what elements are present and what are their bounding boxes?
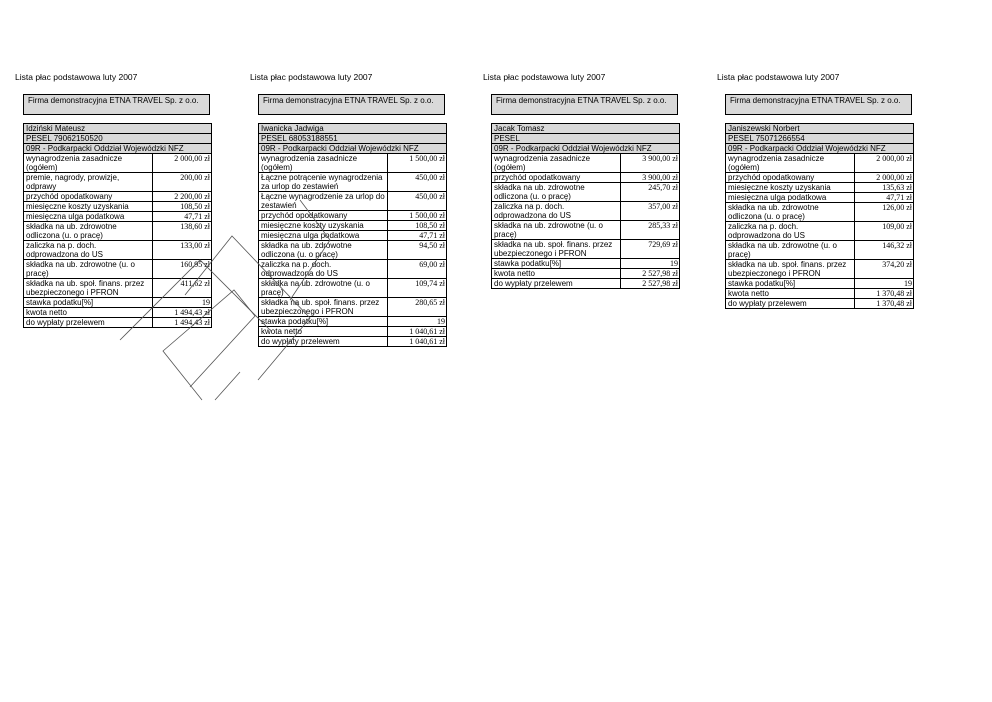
pay-item-row — [492, 269, 680, 279]
pay-item-label: składka na ub. zdrowotne (u. o pracę) — [726, 241, 855, 260]
pay-item-label: do wypłaty przelewem — [24, 318, 153, 328]
pay-item-value: 1 494,43 zł — [153, 318, 213, 328]
employee-nfz-branch: 09R - Podkarpacki Oddział Wojewódzki NFZ — [24, 144, 211, 154]
pay-item-row — [24, 298, 212, 308]
pay-item-value: 1 040,61 zł — [388, 327, 448, 337]
pay-item-value: 1 040,61 zł — [388, 337, 448, 347]
pay-item-value: 47,71 zł — [153, 212, 213, 222]
pay-item-row — [726, 260, 914, 279]
pay-item-value: 1 500,00 zł — [388, 154, 448, 173]
pay-item-value: 19 — [855, 279, 915, 289]
pay-item-value: 729,69 zł — [621, 240, 681, 259]
pay-item-label: miesięczna ulga podatkowa — [259, 231, 388, 241]
pay-item-label: kwota netto — [492, 269, 621, 279]
pay-item-label: wynagrodzenia zasadnicze (ogółem) — [726, 154, 855, 173]
pay-item-value: 108,50 zł — [153, 202, 213, 212]
pay-item-row — [24, 318, 212, 328]
employee-card — [725, 123, 914, 309]
pay-item-value: 1 370,48 zł — [855, 299, 915, 309]
pay-item-value: 285,33 zł — [621, 221, 681, 240]
pay-item-row — [24, 202, 212, 212]
pay-item-row — [726, 173, 914, 183]
pay-item-row — [24, 173, 212, 192]
pay-item-row — [259, 211, 447, 221]
pay-item-label: składka na ub. zdrowotne odliczona (u. o pracę) — [726, 203, 855, 222]
pay-item-row — [726, 279, 914, 289]
employee-name: Iwanicka Jadwiga — [259, 123, 446, 134]
employee-pesel: PESEL 79062150520 — [24, 134, 211, 144]
pay-item-row — [726, 154, 914, 173]
pay-item-row — [259, 337, 447, 347]
company-name-box: Firma demonstracyjna ETNA TRAVEL Sp. z o.o. — [258, 94, 445, 115]
pay-item-value: 108,50 zł — [388, 221, 448, 231]
pay-item-row — [492, 221, 680, 240]
pay-item-row — [726, 299, 914, 309]
pay-item-label: przychód opodatkowany — [24, 192, 153, 202]
pay-item-row — [492, 259, 680, 269]
pay-item-row — [726, 183, 914, 193]
pay-item-value: 47,71 zł — [855, 193, 915, 203]
pay-item-label: przychód opodatkowany — [726, 173, 855, 183]
pay-item-label: miesięczna ulga podatkowa — [24, 212, 153, 222]
pay-item-label: składka na ub. zdrowotne (u. o pracę) — [259, 279, 388, 298]
payroll-column — [15, 72, 211, 328]
pay-item-value: 126,00 zł — [855, 203, 915, 222]
pay-item-value: 19 — [153, 298, 213, 308]
pay-item-row — [726, 241, 914, 260]
pay-item-value: 2 527,98 zł — [621, 269, 681, 279]
pay-item-row — [259, 298, 447, 317]
pay-item-value: 1 370,48 zł — [855, 289, 915, 299]
pay-item-row — [259, 260, 447, 279]
company-name-box: Firma demonstracyjna ETNA TRAVEL Sp. z o.o. — [491, 94, 678, 115]
pay-item-label: wynagrodzenia zasadnicze (ogółem) — [259, 154, 388, 173]
pay-item-row — [259, 231, 447, 241]
pay-item-row — [24, 222, 212, 241]
pay-item-value: 245,70 zł — [621, 183, 681, 202]
pay-item-value: 1 494,43 zł — [153, 308, 213, 318]
pay-item-value: 280,65 zł — [388, 298, 448, 317]
pay-item-label: premie, nagrody, prowizje, odprawy — [24, 173, 153, 192]
payroll-column — [717, 72, 913, 309]
pay-item-row — [492, 173, 680, 183]
pay-item-value: 200,00 zł — [153, 173, 213, 192]
pay-item-value: 94,50 zł — [388, 241, 448, 260]
employee-card — [23, 123, 212, 328]
pay-item-value: 138,60 zł — [153, 222, 213, 241]
pay-item-label: przychód opodatkowany — [492, 173, 621, 183]
employee-card — [491, 123, 680, 289]
pay-item-row — [259, 279, 447, 298]
company-name-box: Firma demonstracyjna ETNA TRAVEL Sp. z o.o. — [725, 94, 912, 115]
pay-item-label: do wypłaty przelewem — [259, 337, 388, 347]
pay-item-value: 1 500,00 zł — [388, 211, 448, 221]
pay-item-label: zaliczka na p. doch. odprowadzona do US — [726, 222, 855, 241]
pay-item-label: do wypłaty przelewem — [492, 279, 621, 289]
payroll-column — [250, 72, 446, 347]
employee-pesel: PESEL 68053188551 — [259, 134, 446, 144]
pay-item-value: 146,32 zł — [855, 241, 915, 260]
company-name-box: Firma demonstracyjna ETNA TRAVEL Sp. z o.o. — [23, 94, 210, 115]
pay-item-value: 69,00 zł — [388, 260, 448, 279]
employee-name: Janiszewski Norbert — [726, 123, 913, 134]
pay-item-row — [24, 260, 212, 279]
pay-item-label: zaliczka na p. doch. odprowadzona do US — [492, 202, 621, 221]
pay-item-label: kwota netto — [24, 308, 153, 318]
pay-item-label: składka na ub. zdrowotne odliczona (u. o pracę) — [24, 222, 153, 241]
pay-item-label: Łączne potrącenie wynagrodzenia za urlop do zestawień — [259, 173, 388, 192]
employee-nfz-branch: 09R - Podkarpacki Oddział Wojewódzki NFZ — [492, 144, 679, 154]
pay-items-table — [726, 154, 914, 309]
pay-item-row — [259, 241, 447, 260]
employee-pesel: PESEL — [492, 134, 679, 144]
pay-item-row — [24, 279, 212, 298]
pay-item-row — [726, 193, 914, 203]
report-title: Lista płac podstawowa luty 2007 — [250, 72, 373, 82]
pay-item-value: 357,00 zł — [621, 202, 681, 221]
pay-item-value: 109,00 zł — [855, 222, 915, 241]
pay-item-label: miesięczne koszty uzyskania — [24, 202, 153, 212]
pay-item-value: 135,63 zł — [855, 183, 915, 193]
pay-item-label: zaliczka na p. doch. odprowadzona do US — [259, 260, 388, 279]
pay-item-value: 160,95 zł — [153, 260, 213, 279]
pay-item-label: miesięczne koszty uzyskania — [726, 183, 855, 193]
pay-item-row — [24, 192, 212, 202]
pay-item-row — [259, 221, 447, 231]
pay-item-label: składka na ub. zdrowotne (u. o pracę) — [24, 260, 153, 279]
payroll-column — [483, 72, 679, 289]
pay-items-table — [492, 154, 680, 289]
pay-item-row — [259, 327, 447, 337]
pay-item-value: 374,20 zł — [855, 260, 915, 279]
pay-item-value: 2 000,00 zł — [855, 154, 915, 173]
employee-pesel: PESEL 75071266554 — [726, 134, 913, 144]
pay-item-value: 47,71 zł — [388, 231, 448, 241]
pay-item-label: składka na ub. zdrowotne odliczona (u. o pracę) — [259, 241, 388, 260]
pay-item-label: przychód opodatkowany — [259, 211, 388, 221]
pay-item-row — [24, 154, 212, 173]
pay-items-table — [259, 154, 447, 347]
pay-item-label: stawka podatku[%] — [726, 279, 855, 289]
pay-item-value: 19 — [388, 317, 448, 327]
pay-item-row — [259, 317, 447, 327]
pay-item-row — [726, 203, 914, 222]
pay-item-label: kwota netto — [259, 327, 388, 337]
pay-item-value: 2 000,00 zł — [855, 173, 915, 183]
pay-item-row — [726, 222, 914, 241]
pay-item-row — [492, 154, 680, 173]
report-title: Lista płac podstawowa luty 2007 — [483, 72, 606, 82]
employee-name: Jacak Tomasz — [492, 123, 679, 134]
report-title: Lista płac podstawowa luty 2007 — [15, 72, 138, 82]
pay-item-row — [259, 173, 447, 192]
employee-nfz-branch: 09R - Podkarpacki Oddział Wojewódzki NFZ — [726, 144, 913, 154]
pay-item-value: 2 200,00 zł — [153, 192, 213, 202]
pay-item-row — [24, 212, 212, 222]
employee-card — [258, 123, 447, 347]
pay-item-row — [492, 202, 680, 221]
pay-item-label: składka na ub. zdrowotne odliczona (u. o pracę) — [492, 183, 621, 202]
pay-item-value: 450,00 zł — [388, 192, 448, 211]
pay-item-row — [259, 192, 447, 211]
pay-item-row — [24, 241, 212, 260]
pay-item-label: stawka podatku[%] — [492, 259, 621, 269]
employee-name: Idziński Mateusz — [24, 123, 211, 134]
pay-item-value: 450,00 zł — [388, 173, 448, 192]
pay-item-row — [24, 308, 212, 318]
pay-item-value: 2 000,00 zł — [153, 154, 213, 173]
pay-item-label: miesięczna ulga podatkowa — [726, 193, 855, 203]
pay-item-label: składka na ub. zdrowotne (u. o pracę) — [492, 221, 621, 240]
pay-item-value: 109,74 zł — [388, 279, 448, 298]
pay-item-label: stawka podatku[%] — [24, 298, 153, 308]
pay-item-label: kwota netto — [726, 289, 855, 299]
pay-item-label: miesięczne koszty uzyskania — [259, 221, 388, 231]
pay-item-label: stawka podatku[%] — [259, 317, 388, 327]
pay-item-value: 411,62 zł — [153, 279, 213, 298]
pay-item-value: 3 900,00 zł — [621, 154, 681, 173]
pay-item-row — [492, 279, 680, 289]
pay-items-table — [24, 154, 212, 328]
pay-item-row — [259, 154, 447, 173]
pay-item-label: Łączne wynagrodzenie za urlop do zestawień — [259, 192, 388, 211]
pay-item-label: zaliczka na p. doch. odprowadzona do US — [24, 241, 153, 260]
pay-item-label: składka na ub. społ. finans. przez ubezpieczonego i PFRON — [492, 240, 621, 259]
pay-item-row — [726, 289, 914, 299]
pay-item-value: 19 — [621, 259, 681, 269]
pay-item-label: wynagrodzenia zasadnicze (ogółem) — [492, 154, 621, 173]
pay-item-row — [492, 183, 680, 202]
pay-item-label: wynagrodzenia zasadnicze (ogółem) — [24, 154, 153, 173]
pay-item-row — [492, 240, 680, 259]
pay-item-label: do wypłaty przelewem — [726, 299, 855, 309]
pay-item-value: 3 900,00 zł — [621, 173, 681, 183]
pay-item-label: składka na ub. społ. finans. przez ubezpieczonego i PFRON — [24, 279, 153, 298]
pay-item-value: 2 527,98 zł — [621, 279, 681, 289]
pay-item-label: składka na ub. społ. finans. przez ubezpieczonego i PFRON — [259, 298, 388, 317]
report-title: Lista płac podstawowa luty 2007 — [717, 72, 840, 82]
pay-item-label: składka na ub. społ. finans. przez ubezpieczonego i PFRON — [726, 260, 855, 279]
pay-item-value: 133,00 zł — [153, 241, 213, 260]
employee-nfz-branch: 09R - Podkarpacki Oddział Wojewódzki NFZ — [259, 144, 446, 154]
